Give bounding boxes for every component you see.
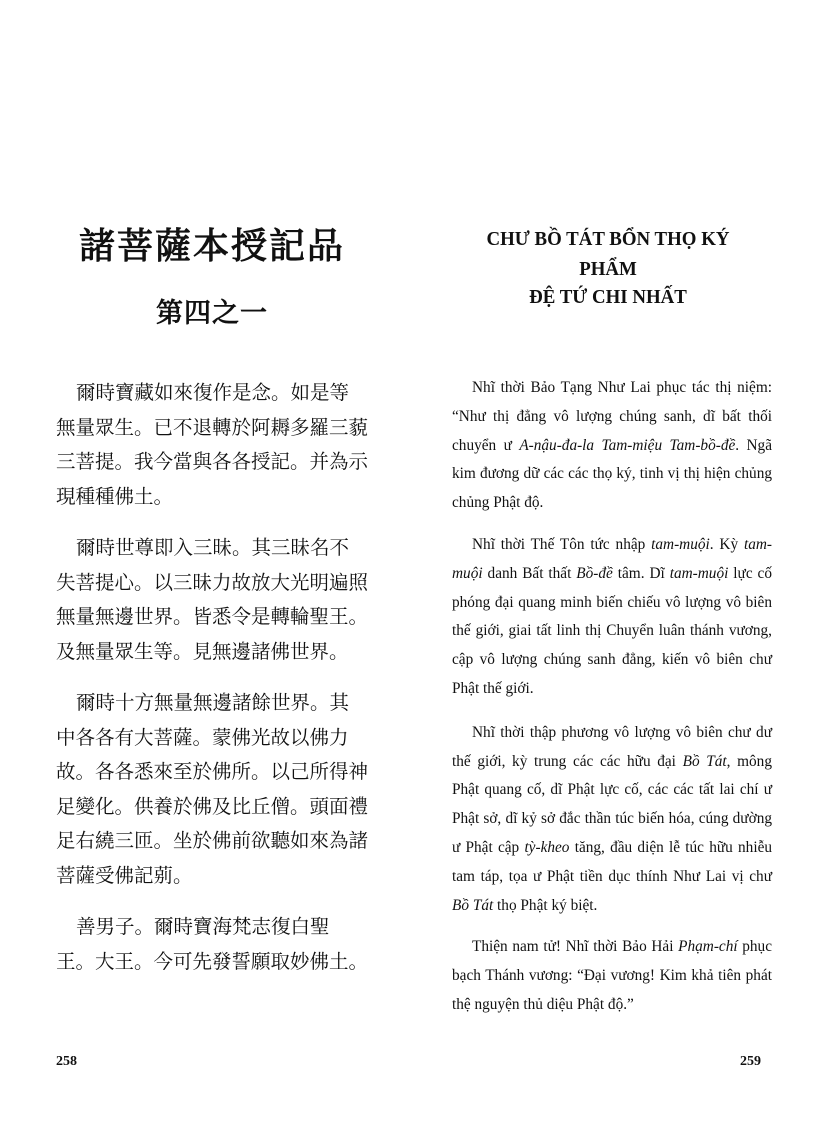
- vietnamese-paragraph: Nhĩ thời Thế Tôn tức nhập tam-muội. Kỳ tam-muội danh Bất thất Bồ-đề tâm. Dĩ tam-muội lực cố phóng đại quang minh biến chiếu vô lượng vô biên thế giới, giai tất linh thị Chuyển luân thánh vương, cập vô lượng chúng sanh đẳng, kiến vô biên chư Phật thế giới.: [452, 535, 772, 697]
- chinese-chapter-title: 諸菩薩本授記品: [78, 225, 345, 267]
- vietnamese-paragraph: Nhĩ thời Bảo Tạng Như Lai phục tác thị niệm: “Như thị đẳng vô lượng chúng sanh, dĩ bất thối chuyển ư A-nậu-đa-la Tam-miệu Tam-bồ-đề. Ngã kim đương dữ các các thọ ký, tinh vị thị hiện chủng chủng Phật độ.: [452, 379, 772, 512]
- vietnamese-chapter-title: CHƯ BỒ TÁT BỔN THỌ KÝ PHẨM: [486, 228, 730, 280]
- vietnamese-paragraph: Nhĩ thời thập phương vô lượng vô biên chư dư thế giới, kỳ trung các các hữu đại Bồ Tát, mông Phật quang cố, dĩ Phật lực cố, các các tất lai chí ư Phật sở, dĩ kỷ sở đắc thần túc biến hóa, cúng dường ư Phật cập tỳ-kheo tăng, đầu diện lễ túc hữu nhiễu tam táp, tọa ư Phật tiền dục thính Như Lai vị chư Bồ Tát thọ Phật ký biệt.: [452, 723, 773, 914]
- chinese-paragraph: 爾時十方無量無邊諸餘世界。其中各各有大菩薩。蒙佛光故以佛力故。各各悉來至於佛所。以己所得神足變化。供養於佛及比丘僧。頭面禮足右繞三匝。坐於佛前欲聽如來為諸菩薩受佛記莂。: [56, 691, 369, 887]
- vietnamese-paragraph: Thiện nam tử! Nhĩ thời Bảo Hải Phạm-chí phục bạch Thánh vương: “Đại vương! Kim khả tiên phát thệ nguyện thủ diệu Phật độ.”: [452, 938, 772, 1013]
- chinese-body: [56, 376, 368, 996]
- right-page: [408, 0, 816, 1123]
- chinese-paragraph: 善男子。爾時寶海梵志復白聖王。大王。今可先發誓願取妙佛土。: [56, 915, 369, 973]
- vietnamese-chapter-subtitle: ĐỆ TỨ CHI NHẤT: [529, 286, 687, 308]
- chinese-paragraph: 爾時寶藏如來復作是念。如是等無量眾生。已不退轉於阿耨多羅三藐三菩提。我今當與各各授記。并為示現種種佛土。: [56, 381, 369, 508]
- chinese-paragraph: 爾時世尊即入三昧。其三昧名不失菩提心。以三昧力故放大光明遍照無量無邊世界。皆悉令是轉輪聖王。及無量眾生等。見無邊諸佛世界。: [56, 536, 369, 663]
- vietnamese-body: [452, 374, 772, 1033]
- page-number-left: 258: [56, 1054, 77, 1069]
- page-number-right: 259: [740, 1054, 761, 1069]
- chinese-chapter-subtitle: 第四之一: [156, 298, 268, 329]
